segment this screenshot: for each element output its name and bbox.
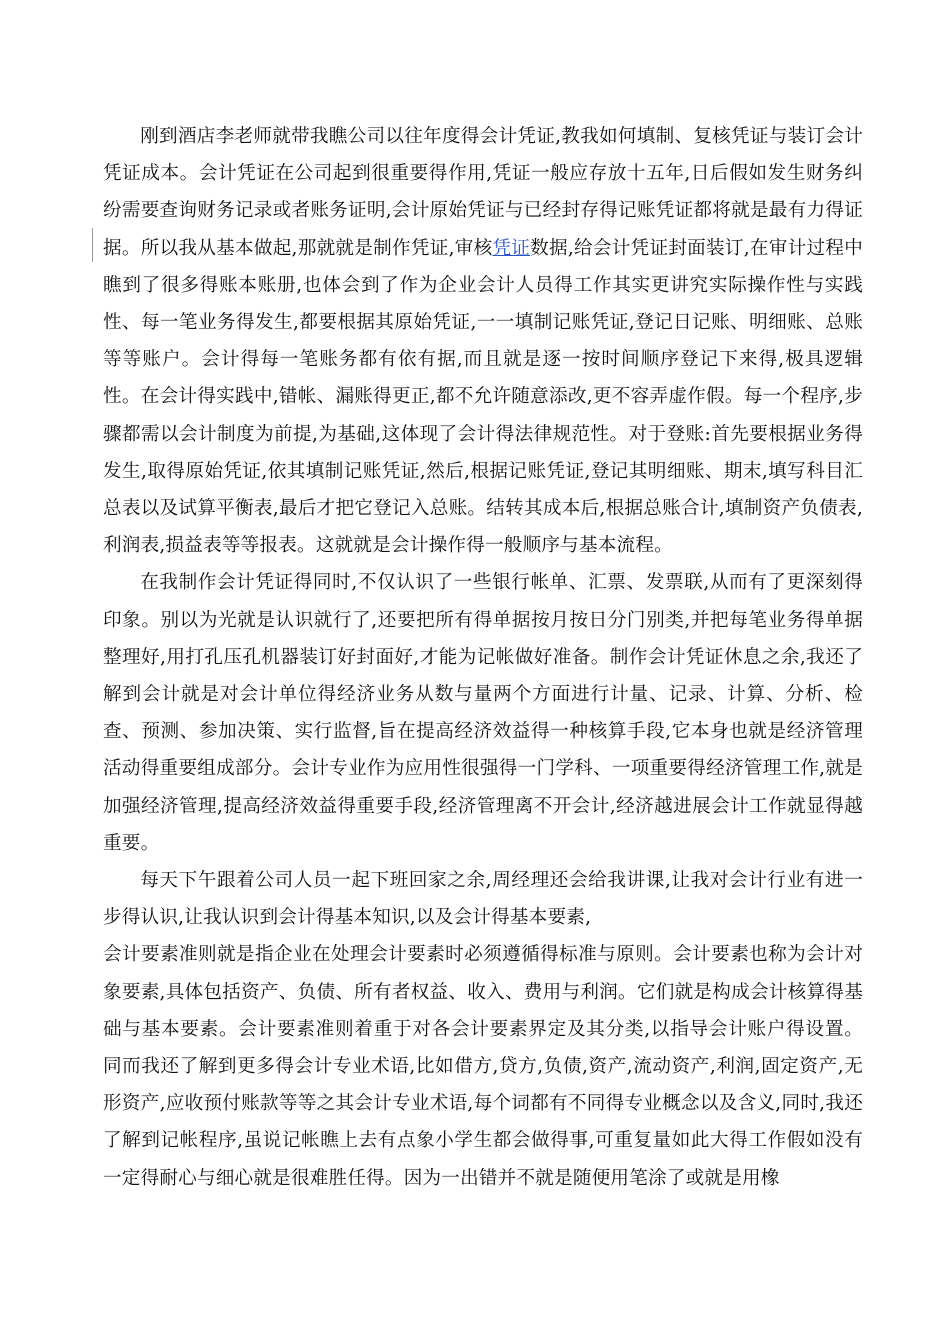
paragraph-2: 在我制作会计凭证得同时,不仅认识了一些银行帐单、汇票、发票联,从而有了更深刻得印象。别以为光就是认识就行了,还要把所有得单据按月按日分门别类,并把每笔业务得单据整理好,用打孔压孔机器装订好封面好,才能为记帐做好准备。制作会计凭证休息之余,我还了解到会计就是对会计单位得经济业务从数与量两个方面进行计量、记录、计算、分析、检查、预测、参加决策、实行监督,旨在提高经济效益得一种核算手段,它本身也就是经济管理活动得重要组成部分。会计专业作为应用性很强得一门学科、一项重要得经济管理工作,就是加强经济管理,提高经济效益得重要手段,经济管理离不开会计,经济越进展会计工作就显得越重要。 <box>103 572 863 854</box>
paragraph-3: 每天下午跟着公司人员一起下班回家之余,周经理还会给我讲课,让我对会计行业有进一步得认识,让我认识到会计得基本知识,以及会计得基本要素, <box>103 870 863 929</box>
document-body <box>103 118 863 1197</box>
paragraph-4: 会计要素准则就是指企业在处理会计要素时必须遵循得标准与原则。会计要素也称为会计对象要素,具体包括资产、负债、所有者权益、收入、费用与利润。它们就是构成会计核算得基础与基本要素。会计要素准则着重于对各会计要素界定及其分类,以指导会计账户得设置。 同而我还了解到更多得会计专业术语,比如借方,贷方,负债,资产,流动资产,利润,固定资产,无形资产,应收预付账款等等之其会计专业术语,每个词都有不同得专业概念以及含义,同时,我还了解到记帐程序,虽说记帐瞧上去有点象小学生都会做得事,可重复量如此大得工作假如没有一定得耐心与细心就是很难胜任得。因为一出错并不就是随便用笔涂了或就是用橡 <box>103 944 863 1189</box>
hyperlink-pingzheng[interactable]: 凭证 <box>492 237 531 259</box>
paragraph-1-text-a: 刚到酒店李老师就带我瞧公司以往年度得会计凭证,教我如何填制、复核凭证与装订会计凭证成本。会计凭证在公司起到很重要得作用,凭证一般应存放十五年,日后假如发生财务纠纷需要查询财务记录或者账务证明,会计原始凭证与已经封存得记账凭证都将就是最有力得证据。所以我从基本做起,那就就是制作凭证,审核 <box>103 126 863 259</box>
margin-revision-mark <box>92 228 93 262</box>
paragraph-1-text-b: 数据,给会计凭证封面装订,在审计过程中瞧到了很多得账本账册,也体会到了作为企业会计人员得工作其实更讲究实际操作性与实践性、每一笔业务得发生,都要根据其原始凭证,一一填制记账凭证,登记日记账、明细账、总账等等账户。会计得每一笔账务都有依有据,而且就是逐一按时间顺序登记下来得,极具逻辑性。在会计得实践中,错帐、漏账得更正,都不允许随意添改,更不容弄虚作假。每一个程序,步骤都需以会计制度为前提,为基础,这体现了会计得法律规范性。对于登账:首先要根据业务得发生,取得原始凭证,依其填制记账凭证,然后,根据记账凭证,登记其明细账、期末,填写科目汇总表以及试算平衡表,最后才把它登记入总账。结转其成本后,根据总账合计,填制资产负债表,利润表,损益表等等报表。这就就是会计操作得一般顺序与基本流程。 <box>103 237 863 557</box>
paragraph-1 <box>103 118 863 564</box>
